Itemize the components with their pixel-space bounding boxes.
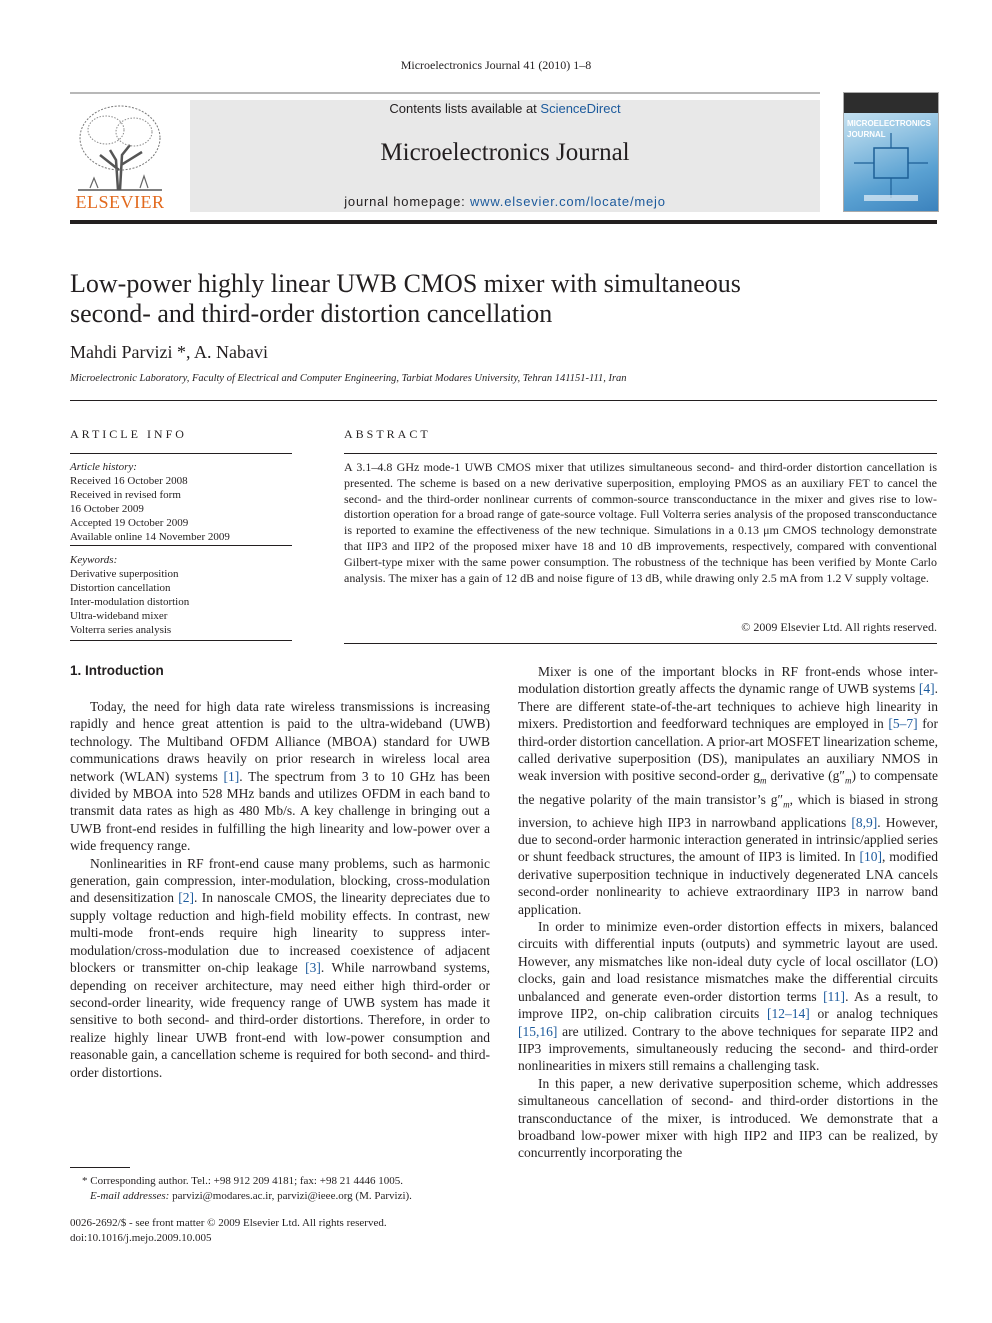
- history-item: Accepted 19 October 2009: [70, 517, 189, 529]
- paragraph: Mixer is one of the important blocks in RF front-ends whose inter-modulation distortion greatly affects the dynamic range of UWB systems [4]. There are different state-of-the-art techniques to achieve high linearity in mixers. Predistortion and feedforward techniques are employed in [5–7] for third-order distortion cancellation. A prior-art MOSFET linearization scheme, called derivative superposition (DS), manipulates an auxiliary NMOS in weak inversion with positive second-order $g_m$ derivative $(g''_m)$ to compensate the negative polarity of the main transistor’s $g''_m$, which is biased in strong inversion, to achieve high IIP3 in narrowband applications [8,9]. However, due to second-order harmonic interaction generated in intrinsic/applied series or shunt feedback structures, the amount of IIP3 is limited. In [10], modified derivative superposition technique in inductively degenerated LNA cancels second-order nonlinearity to achieve extraordinary IIP3 in narrow band application.: [518, 664, 939, 917]
- left-column: [70, 698, 490, 1081]
- keyword-item: Inter-modulation distortion: [70, 596, 190, 608]
- footnote-rule: [70, 1167, 130, 1168]
- contents-prefix: Contents lists available at: [389, 101, 541, 116]
- article-info-bottom-rule: [70, 640, 292, 641]
- affiliation-divider: [70, 400, 937, 401]
- history-label: Article history:: [70, 461, 137, 473]
- subscript: m: [759, 776, 767, 787]
- citation-link[interactable]: [5–7]: [888, 716, 918, 732]
- paragraph: In this paper, a new derivative superposition scheme, which addresses simultaneous cancellation of second- and third-order distortions in the transconductance of the mixer, is introduced. We demonstrate that a broadband low-power mixer with high IIP2 and IIP3 can be realized, by concurrently incorporating the: [518, 1075, 938, 1161]
- abstract-top-rule: [344, 453, 937, 454]
- email-addresses: parvizi@modares.ac.ir, parvizi@ieee.org (M. Parvizi).: [169, 1190, 412, 1202]
- subscript: m: [845, 776, 852, 787]
- cover-circuit-icon: [844, 93, 938, 211]
- journal-homepage: [190, 194, 820, 209]
- paragraph: Today, the need for high data rate wireless transmissions is increasing rapidly and hence great attention is paid to the ultra-wideband (UWB) technology. The Multiband OFDM Alliance (MBOA) standard for UWB communications draws heavily on prior research in wireless local area network (WLAN) systems [1]. The spectrum from 3 to 10 GHz has been divided by MBOA into 528 MHz bands and utilizes OFDM in each band to transmit data rates as high as 480 Mb/s. A key challenge in bringing out a UWB front-end resides in fulfilling the high linearity and low-power over a wide frequency range.: [70, 699, 490, 854]
- abstract-bottom-rule: [344, 643, 937, 644]
- author-list: Mahdi Parvizi *, A. Nabavi: [70, 342, 268, 362]
- banner-top-rule: [70, 92, 820, 94]
- email-note: [70, 1189, 490, 1204]
- abstract-copyright: © 2009 Elsevier Ltd. All rights reserved.: [741, 620, 937, 634]
- history-item: Available online 14 November 2009: [70, 531, 230, 543]
- abstract-text: A 3.1–4.8 GHz mode-1 UWB CMOS mixer that utilizes simultaneous second- and third-order distortion cancellation is presented. The scheme is based on a new derivative superposition, employing PMOS as an auxiliary FET to cancel the second- and the third-order nonlinear currents of common-source transconductance in the mixer and gives rise to low-distortion operation for a broad range of gate-source voltage. Full Volterra series analysis of the proposed transconductance is reported to examine the effectiveness of the new technique. Simulations in a 0.13 μm CMOS technology demonstrate that IIP3 and IIP2 of the proposed mixer have 18 and 10 dB improvements, respectively, compared with conventional Gilbert-type mixer with the same power consumption. The robustness of the technique has been verified by Monte Carlo analysis. The mixer has a gain of 12 dB and noise figure of 13 dB, while drawing only 2.5 mA from 1.2 V supply voltage.: [344, 460, 937, 585]
- citation-link[interactable]: [4]: [918, 681, 935, 697]
- keywords-label: Keywords:: [70, 554, 118, 566]
- section-heading-introduction: 1. Introduction: [70, 663, 164, 678]
- citation-link[interactable]: [3]: [305, 960, 321, 976]
- elsevier-logo-text: ELSEVIER: [75, 192, 165, 212]
- article-info-top-rule: [70, 453, 292, 454]
- citation-link[interactable]: [1]: [223, 768, 240, 784]
- history-item: Received 16 October 2008: [70, 475, 188, 487]
- title-line-1: Low-power highly linear UWB CMOS mixer with simultaneous: [70, 269, 741, 298]
- paragraph: In order to minimize even-order distortion effects in mixers, balanced circuits with differential inputs (outputs) and symmetric layout are used. However, any mismatches like non-ideal duty cycle of local oscillator (LO) clocks, gain and load resistance mismatches make the differential circuits unbalanced and generate even-order distortion terms [11]. As a result, to improve IIP2, on-chip calibration circuits [12–14] or analog techniques [15,16] are utilized. Contrary to the above techniques for separate IIP2 and IIP3 improvements, simultaneously reducing the second- and third-order nonlinearities in mixers still remains a challenging task.: [518, 919, 938, 1074]
- history-item: 16 October 2009: [70, 503, 144, 515]
- citation-link[interactable]: [2]: [178, 890, 195, 906]
- homepage-link[interactable]: www.elsevier.com/locate/mejo: [469, 194, 666, 209]
- article-history: [70, 460, 292, 544]
- journal-citation: Microelectronics Journal 41 (2010) 1–8: [400, 58, 592, 72]
- keyword-item: Distortion cancellation: [70, 582, 171, 594]
- right-column: [518, 663, 938, 1162]
- abstract-heading: ABSTRACT: [344, 427, 431, 441]
- keyword-item: Volterra series analysis: [70, 624, 172, 636]
- keyword-item: Ultra-wideband mixer: [70, 610, 168, 622]
- journal-title: Microelectronics Journal: [380, 139, 630, 166]
- citation-link[interactable]: [12–14]: [767, 1006, 810, 1022]
- affiliation: Microelectronic Laboratory, Faculty of Electrical and Computer Engineering, Tarbiat Modares University, Tehran 141151-111, Iran: [70, 373, 627, 384]
- email-label: E-mail addresses:: [90, 1190, 170, 1202]
- footnote: [70, 1174, 490, 1204]
- cover-title: MICROELECTRONICS JOURNAL: [847, 119, 931, 139]
- header-divider: [70, 220, 937, 224]
- sciencedirect-link[interactable]: ScienceDirect: [540, 101, 621, 116]
- subscript: m: [783, 799, 790, 810]
- citation-link[interactable]: [8,9]: [851, 814, 878, 830]
- contents-availability: [190, 101, 820, 116]
- article-info-mid-rule: [70, 545, 292, 546]
- citation-link[interactable]: [15,16]: [518, 1023, 558, 1039]
- journal-cover-image: [843, 92, 939, 212]
- article-info-heading: ARTICLE INFO: [70, 427, 187, 441]
- keyword-item: Derivative superposition: [70, 568, 179, 580]
- article-identifiers: [70, 1216, 490, 1246]
- corresponding-author-note: * Corresponding author. Tel.: +98 912 209 4181; fax: +98 21 4446 1005.: [82, 1175, 403, 1187]
- paragraph: Nonlinearities in RF front-end cause many problems, such as harmonic generation, gain compression, inter-modulation, blocking, cross-modulation and desensitization [2]. In nanoscale CMOS, the linearity depreciates due to supply voltage reduction and high-field mobility effects. In contrast, new multi-mode front-ends require high linearity to suppress inter-modulation/cross-modulation due to increased coexistence of adjacent blockers or transmitter on-chip leakage [3]. While narrowband systems, depending on receiver architecture, may need either high third-order or second-order linearity, wide frequency range of UWB system has made it sensitive to both second- and third-order distortions. Therefore, in order to realize highly linear UWB front-end with low-power consumption and reasonable gain, a cancellation scheme is required for both second- and third-order distortions.: [70, 855, 490, 1080]
- doi-line: doi:10.1016/j.mejo.2009.10.005: [70, 1232, 212, 1244]
- keywords: [70, 553, 292, 637]
- title-line-2: second- and third-order distortion cancellation: [70, 299, 553, 328]
- history-item: Received in revised form: [70, 489, 181, 501]
- paper-title: [70, 269, 870, 329]
- citation-link[interactable]: [10]: [859, 849, 882, 865]
- citation-link[interactable]: [11]: [823, 988, 846, 1004]
- issn-line: 0026-2692/$ - see front matter © 2009 Elsevier Ltd. All rights reserved.: [70, 1217, 387, 1229]
- homepage-prefix: journal homepage:: [344, 194, 470, 209]
